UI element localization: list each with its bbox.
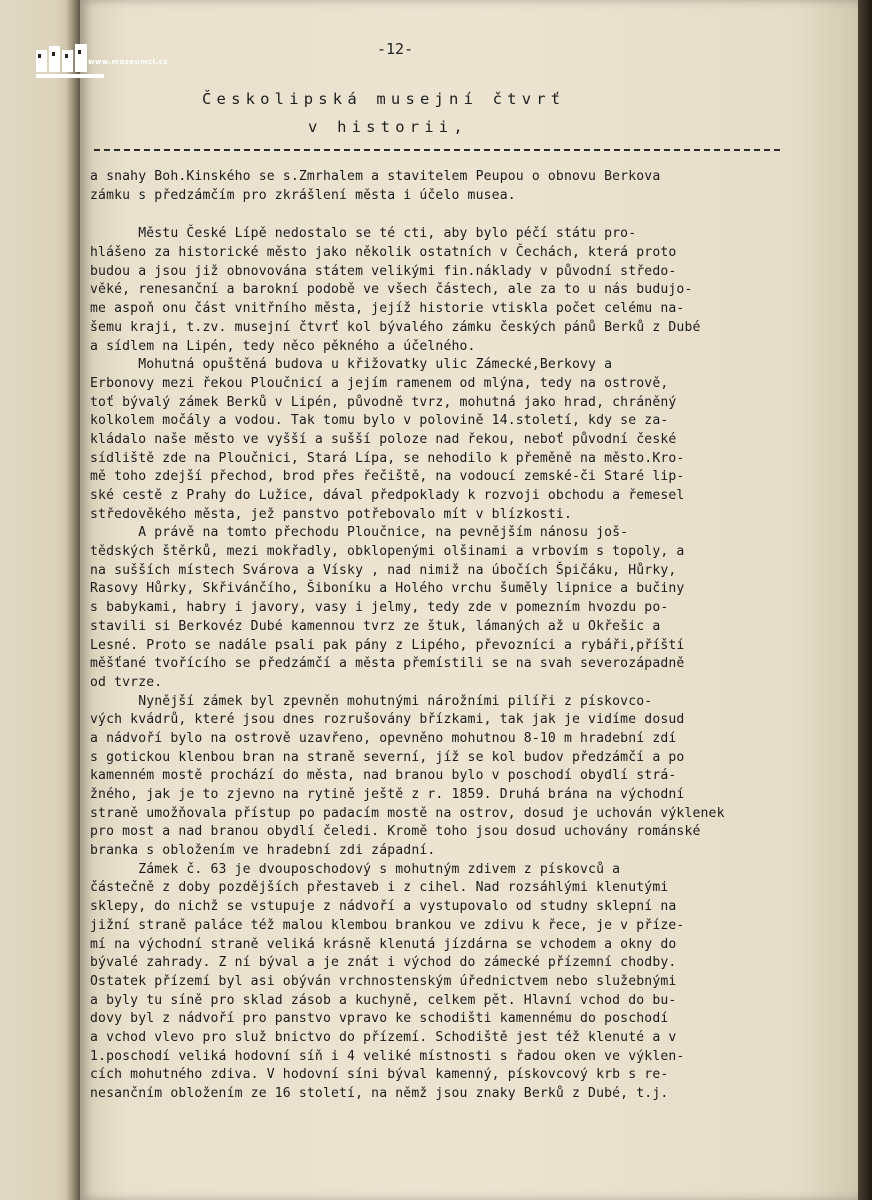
text-line: A právě na tomto přechodu Ploučnice, na pevnějším nánosu još- xyxy=(90,525,629,541)
text-line: pro most a nad branou obydlí čeledi. Kromě toho jsou dosud uchovány románské xyxy=(90,824,701,840)
text-line: mí na východní straně veliká krásně klenutá jízdárna se vchodem a okny do xyxy=(90,936,677,952)
text-line: stavili si Berkovéz Dubé kamennou tvrz ze štuk, lámaných až u Okřešic a xyxy=(90,618,661,634)
text-line: a sídlem na Lipén, tedy něco pěkného a účelného. xyxy=(90,338,476,354)
text-line: s babykami, habry i javory, vasy i jelmy, tedy zde v pomezním hvozdu po- xyxy=(90,600,669,616)
text-line: Rasovy Hůrky, Skřivánčího, Šiboníku a Holého vrchu šuměly lipnice a bučiny xyxy=(90,581,685,597)
text-line: kamenném mostě prochází do města, nad branou bylo v poschodí obydlí strá- xyxy=(90,768,677,784)
text-line: mě toho zdejší přechod, brod přes řečiště, na vodoucí zemské-či Staré lip- xyxy=(90,469,685,485)
text-line: Nynější zámek byl zpevněn mohutnými nárožními pilíři z pískovco- xyxy=(90,693,653,709)
text-line: vých kvádrů, které jsou dnes rozrušovány břízkami, tak jak je vidíme dosud xyxy=(90,712,685,728)
text-line: šemu kraji, t.zv. musejní čtvrť kol bývalého zámku českých pánů Berků z Dubé xyxy=(90,319,701,335)
text-line: a vchod vlevo pro služ bnictvo do přízemí. Schodiště jest též klenuté a v xyxy=(90,1029,677,1045)
page-number: -12- xyxy=(377,40,414,58)
text-line: a snahy Boh.Kinského se s.Zmrhalem a stavitelem Peupou o obnovu Berkova xyxy=(90,169,661,184)
text-line: a nádvoří bylo na ostrově uzavřeno, opevněno mohutnou 8-10 m hradební zdí xyxy=(90,730,677,746)
text-line: me aspoň onu část vnitřního města, jejíž historie vtiskla počet celému na- xyxy=(90,301,685,317)
text-line: toť bývalý zámek Berků v Lipén, původně tvrz, mohutná jako hrad, chráněný xyxy=(90,394,677,410)
text-line: Ostatek přízemí byl asi obýván vrchnostenským úřednictvem nebo služebnými xyxy=(90,973,677,989)
text-line: nesančním obložením ze 16 století, na němž jsou znaky Berků z Dubé, t.j. xyxy=(90,1086,669,1101)
text-line: ské cestě z Prahy do Lužice, dával předpoklady k rozvoji obchodu a řemesel xyxy=(90,488,685,503)
paragraph xyxy=(90,524,810,692)
text-line: s gotickou klenbou bran na straně severní, jíž se kol budov předzámčí a po xyxy=(90,749,685,765)
text-line: Lesné. Proto se nadále psali pak pány z Lipého, převozníci a rybáři,příští xyxy=(90,637,685,653)
text-line: sklepy, do nichž se vstupuje z nádvoří a vystupovalo od studny sklepní na xyxy=(90,899,677,915)
text-line: jižní straně paláce též malou klembou brankou ve zdivu k řece, je v příze- xyxy=(90,917,685,933)
text-line: tědských štěrků, mezi mokřadly, obklopenými olšinami a vrbovím s topoly, a xyxy=(90,544,685,560)
text-line: hlášeno za historické město jako několik ostatních v Čechách, která proto xyxy=(90,245,677,261)
text-line: Mohutná opuštěná budova u křižovatky ulic Zámecké,Berkovy a xyxy=(90,357,613,373)
right-margin-shadow xyxy=(858,0,872,1200)
paragraph xyxy=(90,693,810,861)
museum-watermark-logo xyxy=(30,30,168,92)
text-line: věké, renesanční a barokní podobě ve všech částech, ale za to u nás budujo- xyxy=(90,282,693,298)
text-line: Zámek č. 63 je dvouposchodový s mohutným zdivem z pískovců a xyxy=(90,861,621,877)
text-line: dovy byl z nádvoří pro panstvo vpravo ke schodišti kamennému do poschodí xyxy=(90,1011,669,1027)
watermark-url: www.muzeumcl.cz xyxy=(88,58,168,66)
page-title: Českolipská musejní čtvrť xyxy=(202,90,566,108)
text-line: budou a jsou již obnovována státem velikými fin.náklady v původní středo- xyxy=(90,263,677,279)
title-divider xyxy=(94,149,780,151)
text-line: Městu České Lípě nedostalo se té cti, aby bylo péčí státu pro- xyxy=(90,226,637,242)
book-gutter xyxy=(66,0,80,1200)
text-line: Erbonovy mezi řekou Ploučnicí a jejím ramenem od mlýna, tedy na ostrově, xyxy=(90,375,669,391)
paragraph xyxy=(90,861,810,1104)
text-line: zámku s předzámčím pro zkrášlení města i účelo musea. xyxy=(90,187,516,203)
text-line: a byly tu síně pro sklad zásob a kuchyně, celkem pět. Hlavní vchod do bu- xyxy=(90,992,677,1008)
text-line: na sušších místech Svárova a Vísky , nad nimiž na úbočích Špičáku, Hůrky, xyxy=(90,562,677,578)
text-line: bývalé zahrady. Z ní býval a je znát i východ do zámecké přízemní chodby. xyxy=(90,955,677,971)
text-line: částečně z doby pozdějších přestaveb i z cihel. Nad rozsáhlými klenutými xyxy=(90,880,669,896)
document-body xyxy=(90,168,810,1104)
text-line: branka s obložením ve hradební zdi západní. xyxy=(90,843,436,859)
paragraph xyxy=(90,225,810,356)
paragraph xyxy=(90,356,810,524)
text-line: kolkolem močály a vodou. Tak tomu bylo v polovině 14.století, kdy se za- xyxy=(90,413,669,429)
text-line: kládalo naše město ve vyšší a sušší poloze nad řekou, neboť původní české xyxy=(90,431,677,447)
paragraph-gap xyxy=(90,205,810,225)
text-line: straně umožňovala přístup po padacím mostě na ostrov, dosud je uchován výklenek xyxy=(90,805,725,821)
text-line: 1.poschodí veliká hodovní síň i 4 veliké místnosti s řadou oken ve výklen- xyxy=(90,1048,685,1064)
text-line: měšťané tvořícího se předzámčí a města přemístili se na svah severozápadně xyxy=(90,656,685,672)
page-subtitle: v historii, xyxy=(308,118,468,136)
text-line: cích mohutného zdiva. V hodovní síni býval kamenný, pískovcový krb s re- xyxy=(90,1067,669,1083)
text-line: od tvrze. xyxy=(90,674,163,690)
text-line: žného, jak je to zjevno na rytině ještě z r. 1859. Druhá brána na východní xyxy=(90,787,685,802)
text-line: sídliště zde na Ploučnici, Stará Lípa, se nehodilo k přeměně na město.Kro- xyxy=(90,450,685,466)
paragraph xyxy=(90,168,810,205)
text-line: středověkého města, jež panstvo potřebovalo mít v blízkosti. xyxy=(90,506,572,522)
